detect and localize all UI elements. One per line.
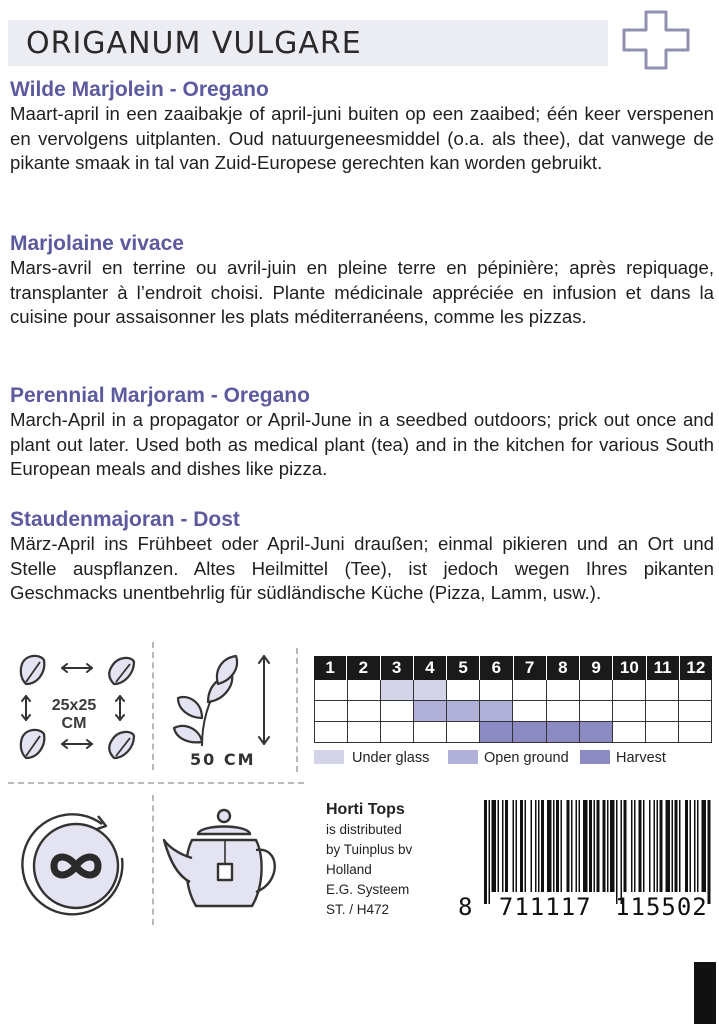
legend-swatch-harvest [580,750,610,764]
section-body: März-April ins Frühbeet oder April-Juni draußen; einmal pikieren und an Ort und Stelle auspflanzen. Altes Heilmittel (Tee), ist jedoch wegen Ihres pikanten Geschmacks unentbehrlig für südländische Küche (Pizza, Lamm, usw.). [10,533,714,603]
calendar-cell [315,701,348,721]
barcode-bar [535,800,537,892]
barcode-bar [657,800,659,892]
calendar-months [314,656,712,680]
barcode-bar [675,800,678,892]
plant-spacing-value: 25x25 [51,697,97,714]
barcode-bar [660,800,663,892]
month-label: 10 [613,656,646,680]
section-body: March-April in a propagator or April-June in a seedbed outdoors; prick out once and plant out later. Used both as medical plant (tea) and in the kitchen for various South European meals and dishes like pizza. [10,409,714,479]
calendar-legend [314,748,714,770]
calendar-cell [348,722,381,742]
section-title: Staudenmajoran - Dost [10,508,240,531]
barcode-bar [579,800,581,892]
barcode-bar [561,800,563,892]
distributor-line: E.G. Systeem [326,882,410,897]
calendar-cell [447,722,480,742]
edge-mark [694,962,716,1024]
barcode-bar [513,800,515,892]
barcode-bar [654,800,656,892]
barcode-bar [531,800,533,892]
barcode-bar [547,800,552,892]
sowing-calendar [314,656,712,743]
section-body: Mars-avril en terrine ou avril-juin en pleine terre en pépinière; après repiquage, transplanter à l’endroit choisi. Plante médicinale appréciée en infusion et dans la cuisine pour assaisonner les plats méditerranéens, comme les pizzas. [10,257,714,327]
section-title: Wilde Marjolein - Oregano [10,78,269,101]
barcode-group-2: 115502 [615,893,708,921]
barcode-number [458,893,708,921]
plant-height-icon [172,652,282,748]
barcode-group-1: 711117 [498,893,592,921]
calendar-cell [513,722,546,742]
barcode-bar [505,800,508,892]
barcode-first-digit: 8 [458,893,474,921]
calendar-cell [480,722,513,742]
barcode-bar [498,800,500,892]
calendar-cell [447,701,480,721]
legend-label-harvest: Harvest [616,750,666,766]
barcode-bar [538,800,540,892]
legend-swatch-open-ground [448,750,478,764]
legend-label-under-glass: Under glass [352,750,430,766]
barcode-bar [697,800,699,892]
calendar-row-harvest [314,722,712,743]
section-body: Maart-april in een zaaibakje of april-juni buiten op een zaaibed; één keer verspenen en vervolgens uitplanten. Oud natuurgeneesmiddel (o.a. als thee), dat vanwege de pikante smaak in tal van Zuid-Europese gerechten kan worden gebruikt. [10,103,714,173]
calendar-cell [646,680,679,700]
calendar-cell [679,680,712,700]
divider [152,642,154,770]
barcode-bar [583,800,588,892]
medical-cross-icon [620,10,692,70]
barcode-bar [571,800,573,892]
distributor-line: is distributed [326,822,402,837]
barcode-bar [621,800,623,904]
calendar-cell [414,680,447,700]
month-label: 8 [547,656,580,680]
barcode-bar [685,800,688,892]
divider [152,795,154,925]
month-label: 6 [480,656,513,680]
calendar-cell [348,701,381,721]
plant-spacing [42,697,106,733]
calendar-cell [414,722,447,742]
month-label: 11 [647,656,680,680]
month-label: 9 [580,656,613,680]
barcode-bar [516,800,518,892]
barcode-bar [603,800,606,892]
calendar-cell [513,680,546,700]
calendar-cell [580,722,613,742]
calendar-cell [613,722,646,742]
month-label: 1 [314,656,347,680]
calendar-cell [613,680,646,700]
barcode-bar [639,800,642,892]
distributor-line: Holland [326,862,372,877]
barcode-bar [597,800,600,892]
brand-name: Horti Tops [326,801,405,818]
barcode-bar [610,800,615,892]
calendar-cell [315,680,348,700]
calendar-row-under-glass [314,680,712,701]
calendar-cell [348,680,381,700]
barcode-bar [634,800,636,892]
product-title-banner [8,20,608,66]
calendar-cell [315,722,348,742]
calendar-cell [513,701,546,721]
section-title: Perennial Marjoram - Oregano [10,384,310,407]
barcode-bar [694,800,696,892]
calendar-cell [646,701,679,721]
section-english [10,384,714,482]
perennial-infinity-icon [14,806,138,920]
section-german [10,508,714,606]
calendar-cell [480,680,513,700]
calendar-cell [646,722,679,742]
calendar-cell [547,722,580,742]
legend-label-open-ground: Open ground [484,750,569,766]
barcode-bar [556,800,559,892]
month-label: 2 [347,656,380,680]
barcode-bar [484,800,487,904]
barcode-bar [520,800,523,892]
barcode-bar [702,800,707,892]
barcode-bar [553,800,555,892]
barcode-bar [589,800,592,892]
barcode-bar [489,800,491,904]
section-title: Marjolaine vivace [10,232,184,255]
barcode-bar [666,800,671,892]
barcode-bar [649,800,651,892]
section-french [10,232,714,330]
barcode-bar [607,800,609,892]
barcode-bar [541,800,544,892]
barcode-bar [643,800,645,892]
barcode-bar [631,800,633,892]
product-title: ORIGANUM VULGARE [26,26,362,61]
calendar-cell [480,701,513,721]
barcode-bar [708,800,711,904]
barcode-bar [525,800,527,892]
divider [8,782,304,784]
barcode-bar [616,800,618,904]
distributor-info [326,800,456,920]
barcode-bar [672,800,674,892]
month-label: 7 [514,656,547,680]
legend-swatch-under-glass [314,750,344,764]
month-label: 5 [447,656,480,680]
month-label: 4 [414,656,447,680]
calendar-cell [547,701,580,721]
barcode-bar [502,800,504,892]
barcode-bar [690,800,692,892]
teapot-icon [160,806,290,916]
barcode-bar [576,800,578,892]
plant-spacing-unit: CM [61,715,87,732]
calendar-cell [381,701,414,721]
calendar-cell [580,680,613,700]
plant-height: 50 CM [190,750,256,769]
calendar-cell [414,701,447,721]
calendar-cell [547,680,580,700]
barcode-bar [624,800,627,892]
barcode-bar [594,800,596,892]
calendar-cell [679,722,712,742]
barcode-bar [567,800,570,892]
barcode [482,800,714,904]
calendar-row-open-ground [314,701,712,722]
distributor-line: by Tuinplus bv [326,842,413,857]
calendar-cell [447,680,480,700]
calendar-cell [679,701,712,721]
calendar-cell [613,701,646,721]
calendar-cell [381,722,414,742]
barcode-bar [492,800,497,892]
distributor-line: ST. / H472 [326,902,390,917]
section-dutch [10,78,714,176]
month-label: 3 [381,656,414,680]
month-label: 12 [686,658,706,677]
barcode-bar [679,800,681,892]
calendar-cell [580,701,613,721]
calendar-cell [381,680,414,700]
divider [296,648,298,772]
